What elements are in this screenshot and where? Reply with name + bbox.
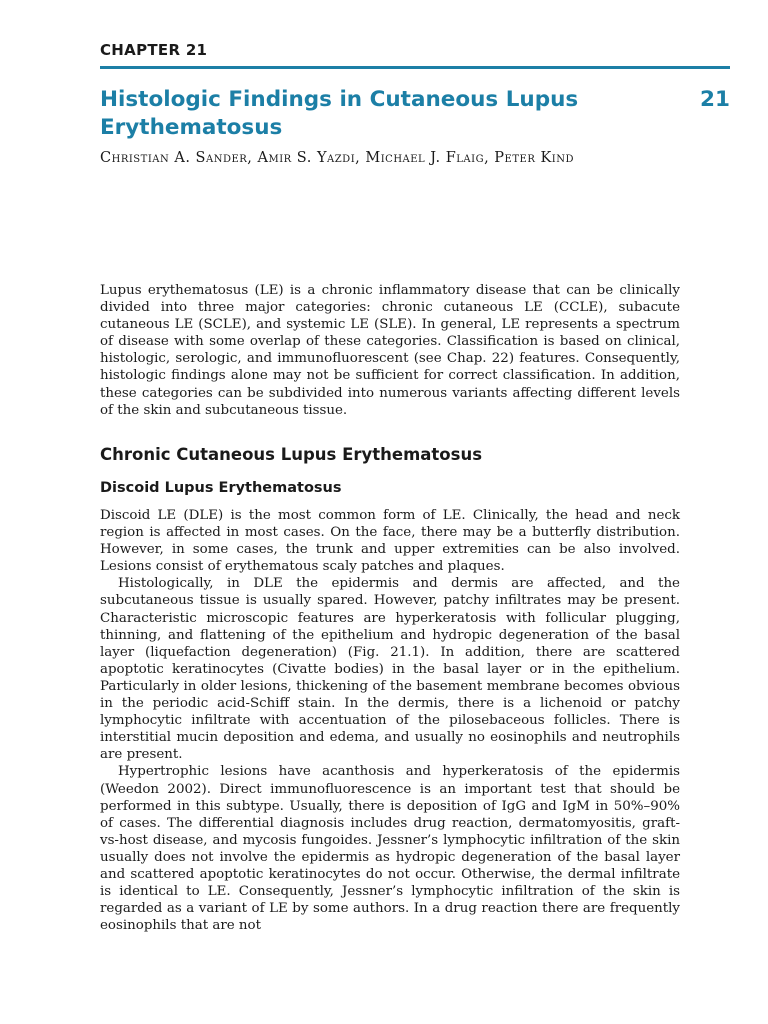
chapter-number: 21 bbox=[700, 87, 730, 112]
section-heading: Chronic Cutaneous Lupus Erythematosus bbox=[100, 445, 483, 464]
chapter-label: CHAPTER 21 bbox=[100, 41, 208, 59]
subsection-heading: Discoid Lupus Erythematosus bbox=[100, 480, 342, 496]
body-paragraph: Histologically, in DLE the epidermis and dermis are affected, and the subcutaneous tissue is usually spared. However, patchy infiltrates may be present. Characteristic microscopic features are hyperkeratosis with follicular plugging, thinning, and flattening of the epithelium and hydropic degeneration of the basal layer (liquefaction degeneration) (Fig. 21.1). In addition, there are scattered apoptotic keratinocytes (Civatte bodies) in the basal layer or in the epithelium. Particularly in older lesions, thickening of the basement membrane becomes obvious in the periodic acid-Schiff stain. In the dermis, there is a lichenoid or patchy lymphocytic infiltrate with accentuation of the pilosebaceous follicles. There is interstitial mucin deposition and edema, and usually no eosinophils and neutrophils are present. bbox=[100, 576, 680, 763]
body-paragraph: Hypertrophic lesions have acanthosis and hyperkeratosis of the epidermis (Weedon 2002). Direct immunofluorescence is an important test that should be performed in this subtype. Usually, there is deposition of IgG and IgM in 50%–90% of cases. The differential diagnosis includes drug reaction, dermatomyositis, graft-vs-host disease, and mycosis fungoides. Jessner’s lymphocytic infiltration of the skin usually does not involve the epidermis as hydropic degeneration of the basal layer and scattered apoptotic keratinocytes do not occur. Otherwise, the dermal infiltrate is identical to LE. Consequently, Jessner’s lymphocytic infiltration of the skin is regarded as a variant of LE by some authors. In a drug reaction there are frequently eosinophils that are not bbox=[100, 764, 680, 934]
intro-paragraph: Lupus erythematosus (LE) is a chronic inflammatory disease that can be clinically divided into three major categories: chronic cutaneous LE (CCLE), subacute cutaneous LE (SCLE), and systemic LE (SLE). In general, LE represents a spectrum of disease with some overlap of these categories. Classification is based on clinical, histologic, serologic, and immunofluorescent (see Chap. 22) features. Consequently, histologic findings alone may not be sufficient for correct classification. In addition, these categories can be subdivided into numerous variants affecting different levels of the skin and subcutaneous tissue. bbox=[100, 283, 680, 418]
chapter-title: Histologic Findings in Cutaneous Lupus Erythematosus bbox=[100, 87, 579, 140]
body-paragraph: Discoid LE (DLE) is the most common form of LE. Clinically, the head and neck region is affected in most cases. On the face, there may be a butterfly distribution. However, in some cases, the trunk and upper extremities can be also involved. Lesions consist of erythematous scaly patches and plaques. bbox=[100, 508, 680, 575]
chapter-rule bbox=[100, 66, 730, 69]
section-body bbox=[100, 507, 680, 934]
authors: Christian A. Sander, Amir S. Yazdi, Michael J. Flaig, Peter Kind bbox=[100, 150, 575, 166]
